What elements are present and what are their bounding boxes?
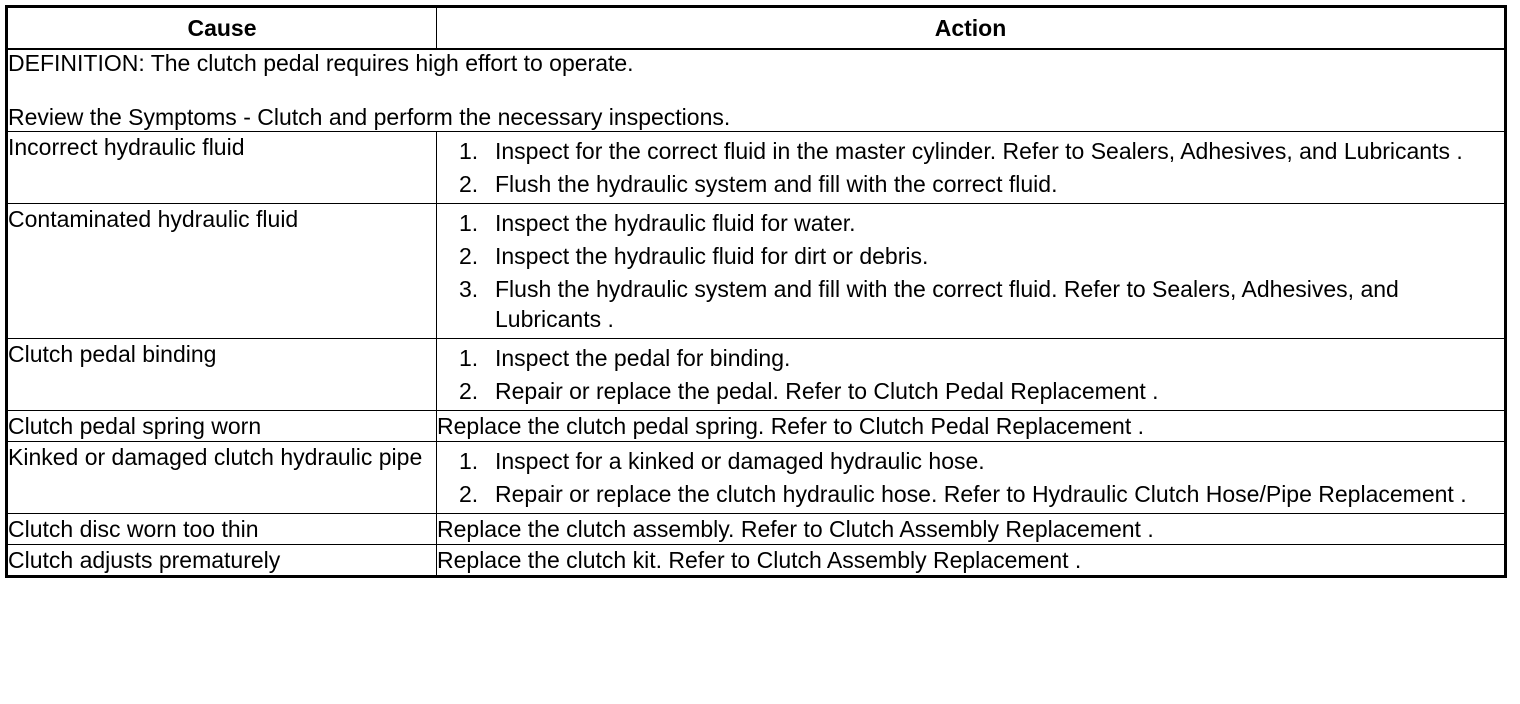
table-row bbox=[7, 442, 1506, 514]
step-item bbox=[455, 241, 1504, 271]
step-item bbox=[455, 274, 1504, 334]
definition-cell bbox=[7, 49, 1506, 132]
table-row bbox=[7, 339, 1506, 411]
step-text: Inspect the hydraulic fluid for water. bbox=[495, 210, 856, 236]
step-number: 2. bbox=[459, 243, 479, 269]
step-text: Repair or replace the pedal. Refer to Clutch Pedal Replacement . bbox=[495, 378, 1159, 404]
cause-cell: Kinked or damaged clutch hydraulic pipe bbox=[7, 442, 437, 514]
cause-cell: Incorrect hydraulic fluid bbox=[7, 132, 437, 204]
step-number: 2. bbox=[459, 481, 479, 507]
action-cell: Replace the clutch kit. Refer to Clutch Assembly Replacement . bbox=[437, 545, 1506, 577]
diagnostic-table bbox=[5, 5, 1507, 578]
step-number: 2. bbox=[459, 378, 479, 404]
step-text: Inspect the pedal for binding. bbox=[495, 345, 791, 371]
step-number: 1. bbox=[459, 345, 479, 371]
table-row bbox=[7, 132, 1506, 204]
step-number: 1. bbox=[459, 210, 479, 236]
action-steps bbox=[437, 339, 1504, 410]
action-cell bbox=[437, 442, 1506, 514]
definition-row bbox=[7, 49, 1506, 132]
step-number: 1. bbox=[459, 138, 479, 164]
step-item bbox=[455, 136, 1504, 166]
step-item bbox=[455, 169, 1504, 199]
definition-text: DEFINITION: The clutch pedal requires high effort to operate. bbox=[8, 50, 634, 76]
action-header: Action bbox=[437, 7, 1506, 50]
action-cell bbox=[437, 339, 1506, 411]
review-text: Review the Symptoms - Clutch and perform the necessary inspections. bbox=[8, 104, 731, 130]
cause-header: Cause bbox=[7, 7, 437, 50]
step-text: Inspect for the correct fluid in the master cylinder. Refer to Sealers, Adhesives, and Lubricants . bbox=[495, 138, 1463, 164]
action-steps bbox=[437, 204, 1504, 338]
cause-cell: Clutch disc worn too thin bbox=[7, 514, 437, 545]
action-cell: Replace the clutch assembly. Refer to Clutch Assembly Replacement . bbox=[437, 514, 1506, 545]
step-item bbox=[455, 446, 1504, 476]
table-row bbox=[7, 204, 1506, 339]
step-number: 1. bbox=[459, 448, 479, 474]
cause-cell: Clutch pedal spring worn bbox=[7, 411, 437, 442]
action-steps bbox=[437, 132, 1504, 203]
step-text: Flush the hydraulic system and fill with the correct fluid. Refer to Sealers, Adhesives, and Lubricants . bbox=[495, 276, 1399, 332]
step-number: 2. bbox=[459, 171, 479, 197]
table-row bbox=[7, 411, 1506, 442]
action-cell: Replace the clutch pedal spring. Refer to Clutch Pedal Replacement . bbox=[437, 411, 1506, 442]
step-text: Inspect the hydraulic fluid for dirt or debris. bbox=[495, 243, 929, 269]
step-item bbox=[455, 208, 1504, 238]
header-row bbox=[7, 7, 1506, 50]
step-number: 3. bbox=[459, 276, 479, 302]
step-text: Inspect for a kinked or damaged hydraulic hose. bbox=[495, 448, 985, 474]
cause-cell: Clutch pedal binding bbox=[7, 339, 437, 411]
step-item bbox=[455, 343, 1504, 373]
step-text: Flush the hydraulic system and fill with the correct fluid. bbox=[495, 171, 1058, 197]
table-row bbox=[7, 514, 1506, 545]
cause-cell: Contaminated hydraulic fluid bbox=[7, 204, 437, 339]
step-item bbox=[455, 479, 1504, 509]
step-item bbox=[455, 376, 1504, 406]
cause-cell: Clutch adjusts prematurely bbox=[7, 545, 437, 577]
action-cell bbox=[437, 204, 1506, 339]
action-cell bbox=[437, 132, 1506, 204]
table-row bbox=[7, 545, 1506, 577]
action-steps bbox=[437, 442, 1504, 513]
step-text: Repair or replace the clutch hydraulic hose. Refer to Hydraulic Clutch Hose/Pipe Replacement . bbox=[495, 481, 1467, 507]
